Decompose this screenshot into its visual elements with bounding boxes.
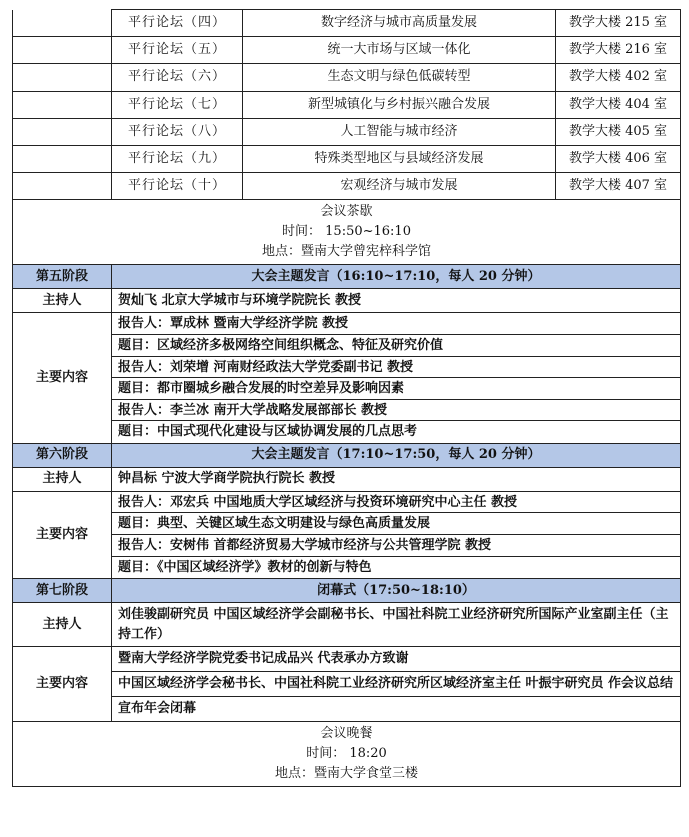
- agenda-page: [12, 9, 680, 787]
- forum-room: 教学大楼 406 室: [556, 145, 681, 172]
- host-row: [13, 289, 681, 313]
- forum-name: 平行论坛（四）: [112, 10, 243, 37]
- tea-break-cell: [13, 200, 681, 265]
- forum-topic: 统一大市场与区域一体化: [243, 37, 556, 64]
- forum-row: [13, 173, 681, 200]
- forum-name: 平行论坛（九）: [112, 145, 243, 172]
- host-label: 主持人: [13, 603, 112, 647]
- stage-header-row: [13, 443, 681, 467]
- forum-topic: 宏观经济与城市发展: [243, 173, 556, 200]
- forum-topic: 人工智能与城市经济: [243, 118, 556, 145]
- forum-row: [13, 91, 681, 118]
- tea-break-time: 时间： 15:50~16:10: [282, 224, 411, 240]
- tea-break-row: [13, 200, 681, 265]
- forum-topic: 特殊类型地区与县域经济发展: [243, 145, 556, 172]
- blank-cell: [13, 91, 112, 118]
- forum-row: [13, 10, 681, 37]
- stage-title: 大会主题发言（17:10~17:50，每人 20 分钟）: [112, 443, 681, 467]
- forum-room: 教学大楼 216 室: [556, 37, 681, 64]
- blank-cell: [13, 37, 112, 64]
- topic-line: 题目：区域经济多极网络空间组织概念、特征及研究价值: [112, 335, 680, 357]
- stage-header-row: [13, 579, 681, 603]
- forum-topic: 新型城镇化与乡村振兴融合发展: [243, 91, 556, 118]
- closing-item: 暨南大学经济学院党委书记成品兴 代表承办方致谢: [112, 647, 680, 672]
- dinner-place: 地点：暨南大学食堂三楼: [274, 766, 418, 782]
- content-cell: [112, 491, 681, 578]
- blank-cell: [13, 173, 112, 200]
- dinner-time: 时间： 18:20: [306, 746, 387, 762]
- content-label: 主要内容: [13, 647, 112, 722]
- speaker-line: 报告人：安树伟 首都经济贸易大学城市经济与公共管理学院 教授: [112, 535, 680, 557]
- speaker-line: 报告人：覃成林 暨南大学经济学院 教授: [112, 313, 680, 335]
- forum-name: 平行论坛（五）: [112, 37, 243, 64]
- stage-title: 闭幕式（17:50~18:10）: [112, 579, 681, 603]
- content-cell: [112, 647, 681, 722]
- stage-label: 第六阶段: [13, 443, 112, 467]
- stage-header-row: [13, 265, 681, 289]
- host-row: [13, 467, 681, 491]
- topic-line: 题目：中国式现代化建设与区域协调发展的几点思考: [118, 424, 418, 440]
- blank-cell: [13, 145, 112, 172]
- content-row: [13, 491, 681, 578]
- blank-cell: [13, 64, 112, 91]
- speaker-line: 报告人：邓宏兵 中国地质大学区域经济与投资环境研究中心主任 教授: [112, 492, 680, 514]
- forum-room: 教学大楼 215 室: [556, 10, 681, 37]
- tea-break-title: 会议茶歇: [320, 204, 373, 220]
- stage-label: 第七阶段: [13, 579, 112, 603]
- forum-name: 平行论坛（十）: [112, 173, 243, 200]
- forum-row: [13, 145, 681, 172]
- content-row: [13, 647, 681, 722]
- forum-row: [13, 64, 681, 91]
- blank-cell: [13, 118, 112, 145]
- speaker-line: 报告人：李兰冰 南开大学战略发展部部长 教授: [112, 400, 680, 422]
- forum-name: 平行论坛（六）: [112, 64, 243, 91]
- content-label: 主要内容: [13, 313, 112, 444]
- host-value: 贺灿飞 北京大学城市与环境学院院长 教授: [112, 289, 681, 313]
- stage-label: 第五阶段: [13, 265, 112, 289]
- topic-line: 题目：都市圈城乡融合发展的时空差异及影响因素: [112, 378, 680, 400]
- dinner-title: 会议晚餐: [320, 726, 373, 742]
- tea-break-place: 地点：暨南大学曾宪梓科学馆: [261, 244, 431, 260]
- dinner-row: [13, 722, 681, 787]
- forum-row: [13, 37, 681, 64]
- forum-name: 平行论坛（七）: [112, 91, 243, 118]
- forum-room: 教学大楼 402 室: [556, 64, 681, 91]
- forum-topic: 数字经济与城市高质量发展: [243, 10, 556, 37]
- dinner-cell: [13, 722, 681, 787]
- speaker-line: 报告人：刘荣增 河南财经政法大学党委副书记 教授: [112, 357, 680, 379]
- host-label: 主持人: [13, 467, 112, 491]
- topic-line: 题目：《中国区域经济学》教材的创新与特色: [118, 559, 372, 575]
- blank-cell: [13, 10, 112, 37]
- forum-room: 教学大楼 407 室: [556, 173, 681, 200]
- agenda-table: [12, 9, 681, 787]
- host-value: 刘佳骏副研究员 中国区域经济学会副秘书长、中国社科院工业经济研究所国际产业室副主任（主持工作）: [112, 603, 681, 647]
- stage-title: 大会主题发言（16:10~17:10，每人 20 分钟）: [112, 265, 681, 289]
- host-value: 钟昌标 宁波大学商学院执行院长 教授: [112, 467, 681, 491]
- host-row: [13, 603, 681, 647]
- forum-name: 平行论坛（八）: [112, 118, 243, 145]
- forum-room: 教学大楼 405 室: [556, 118, 681, 145]
- forum-row: [13, 118, 681, 145]
- forum-topic: 生态文明与绿色低碳转型: [243, 64, 556, 91]
- host-label: 主持人: [13, 289, 112, 313]
- closing-item: 中国区域经济学会秘书长、中国社科院工业经济研究所区域经济室主任 叶振宇研究员 作会议总结: [112, 672, 680, 697]
- content-cell: [112, 313, 681, 444]
- content-label: 主要内容: [13, 491, 112, 578]
- content-row: [13, 313, 681, 444]
- forum-room: 教学大楼 404 室: [556, 91, 681, 118]
- topic-line: 题目：典型、关键区域生态文明建设与绿色高质量发展: [112, 513, 680, 535]
- closing-item: 宣布年会闭幕: [118, 701, 197, 717]
